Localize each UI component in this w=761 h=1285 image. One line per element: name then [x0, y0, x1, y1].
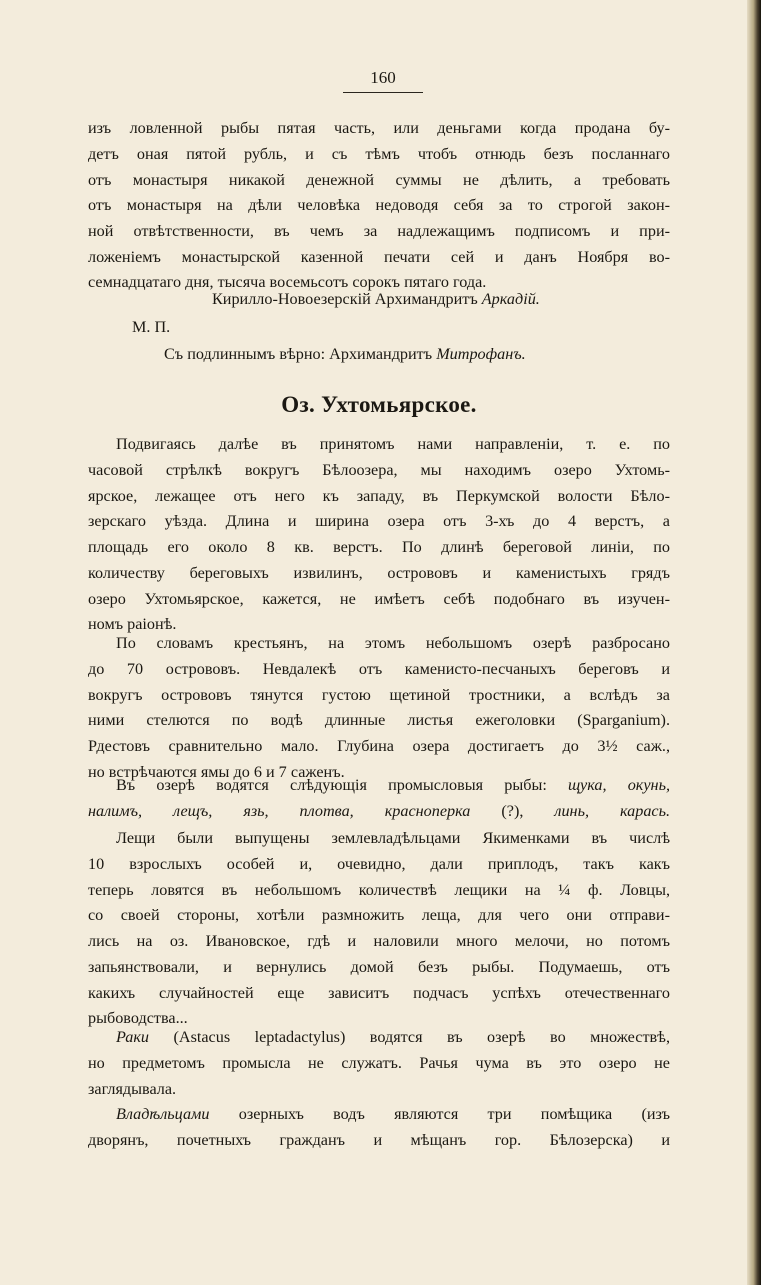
signature-archimandrite-arkady: Кирилло-Новоезерскiй Архимандритъ Аркадiй.: [212, 290, 540, 308]
signature-archimandrite-mitrofan: Съ подлиннымъ вѣрно: Архимандритъ Митрофанъ.: [164, 345, 526, 363]
text-line: Въ озерѣ водятся слѣдующiя промысловыя рыбы: щука, окунь,: [116, 776, 670, 794]
paragraph-3: [88, 773, 670, 825]
paragraph-4: [88, 826, 670, 1007]
text-line: ложенiемъ монастырской казенной печати сей и данъ Ноября во-: [88, 247, 670, 266]
paragraph-5-last-line: заглядывала.: [88, 1080, 177, 1098]
text-line: озеро Ухтомьярское, кажется, не имѣетъ себѣ подобнаго въ изучен-: [88, 589, 670, 608]
text-line: налимъ, лещъ, язь, плотва, красноперка (?), линь, карась.: [88, 801, 671, 820]
text-line: Рдестовъ сравнительно мало. Глубина озера достигаетъ до 3½ саж.,: [88, 737, 670, 756]
text-line: детъ оная пятой рубль, и съ тѣмъ чтобъ отнюдь безъ посланнаго: [88, 144, 670, 163]
text-line: до 70 острововъ. Невдалекѣ отъ каменисто-песчаныхъ береговъ и: [88, 659, 670, 678]
text-line: изъ ловленной рыбы пятая часть, или деньгами когда продана бу-: [88, 119, 670, 137]
text-line: площадь его около 8 кв. верстъ. По длинѣ береговой линiи, по: [88, 538, 670, 557]
text-line: отъ монастыря на дѣли человѣка недоводя себя за то строгой закон-: [88, 196, 670, 215]
page-edge-shadow: [747, 0, 761, 1285]
top-paragraph: [88, 116, 670, 271]
text-line: ной отвѣтственности, въ чемъ за надлежащимъ подписомъ и при-: [88, 222, 670, 241]
paragraph-4-last-line: рыбоводства...: [88, 1009, 188, 1027]
text-line: По словамъ крестьянъ, на этомъ небольшомъ озерѣ разбросано: [116, 634, 670, 652]
seal-mark: М. П.: [132, 318, 171, 336]
paragraph-6: [88, 1102, 670, 1154]
text-line: но предметомъ промысла не служатъ. Рачья чума въ это озеро не: [88, 1053, 670, 1072]
text-line: количеству береговыхъ извилинъ, острововъ и каменистыхъ грядъ: [88, 563, 670, 582]
text-line: ними стелются по водѣ длинные листья ежеголовки (Sparganium).: [88, 711, 670, 730]
text-line: часовой стрѣлкѣ вокругъ Бѣлоозера, мы находимъ озеро Ухтомь-: [88, 460, 670, 479]
text-line: какихъ случайностей еще зависитъ подчасъ успѣхъ отечественнаго: [88, 983, 670, 1002]
text-line: Владѣльцами озерныхъ водъ являются три помѣщика (изъ: [116, 1105, 670, 1123]
text-line: со своей стороны, хотѣли размножить леща, для чего они отправи-: [88, 906, 670, 925]
fish-names: линь, карась.: [554, 801, 671, 820]
paragraph-5: [88, 1025, 670, 1077]
text-line: Подвигаясь далѣе въ принятомъ нами направленiи, т. е. по: [116, 435, 670, 453]
fish-names: щука, окунь,: [568, 776, 670, 794]
text-line: Раки (Astacus leptadactylus) водятся въ озерѣ во множествѣ,: [116, 1028, 671, 1046]
paragraph-1: [88, 432, 670, 613]
paragraph-2-last-line: но встрѣчаются ямы до 6 и 7 саженъ.: [88, 763, 345, 781]
text-line: дворянъ, почетныхъ гражданъ и мѣщанъ гор. Бѣлозерска) и: [88, 1130, 670, 1149]
section-heading: Оз. Ухтомьярское.: [281, 392, 477, 417]
lead-word: Владѣльцами: [116, 1105, 210, 1123]
signature-name: Аркадiй.: [481, 290, 540, 308]
paragraph-1-last-line: номъ раiонѣ.: [88, 615, 177, 633]
text-line: лись на оз. Ивановское, гдѣ и наловили много мелочи, но потомъ: [88, 932, 670, 951]
text-line: 10 взрослыхъ особей и, очевидно, дали приплодъ, такъ какъ: [88, 854, 670, 873]
text-line: отъ монастыря никакой денежной суммы не дѣлить, а требовать: [88, 170, 670, 189]
paragraph-2: [88, 631, 670, 760]
top-paragraph-last-line: семнадцатаго дня, тысяча восемьсотъ сорокъ пятаго года.: [88, 273, 487, 291]
text-line: вокругъ острововъ тянутся густою щетиной тростники, а вслѣдъ за: [88, 685, 670, 704]
text-line: зерскаго уѣзда. Длина и ширина озера отъ 3-хъ до 4 верстъ, а: [88, 512, 670, 531]
lead-word: Раки: [116, 1028, 150, 1046]
text-line: теперь ловятся въ небольшомъ количествѣ лещики на ¼ ф. Ловцы,: [88, 880, 670, 899]
text-line: Лещи были выпущены землевладѣльцами Якименками въ числѣ: [116, 829, 670, 847]
text-line: запьянствовали, и вернулись домой безъ рыбы. Подумаешь, отъ: [88, 957, 670, 976]
text-line: ярское, лежащее отъ него къ западу, въ Перкумской волости Бѣло-: [88, 486, 670, 505]
page-number: 160: [343, 68, 423, 93]
signature-name: Митрофанъ.: [436, 345, 526, 363]
fish-names: налимъ, лещъ, язь, плотва, красноперка: [88, 801, 471, 820]
